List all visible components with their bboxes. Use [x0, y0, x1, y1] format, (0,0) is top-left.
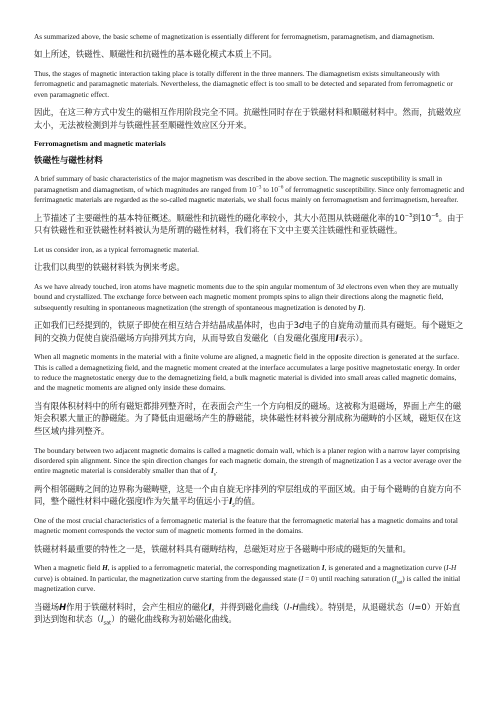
- paragraph-en-1: As summarized above, the basic scheme of magnetization is essentially different for ferromagnetism, paramagnetism, and diamagnetism.: [34, 32, 435, 41]
- section-heading-en: Ferromagnetism and magnetic materials: [34, 139, 166, 149]
- paragraph-en-5: As we have already touched, iron atoms have magnetic moments due to the spin angular momentum of 3d electrons even when they are mutually bound and crystallized. The exchange force between each magnetic moment prompts spins to align their directions along the magnetic field, subsequently resulting in spontaneous magnetization (the strength of spontaneous magnetization is denoted by I).: [34, 281, 459, 312]
- section-heading-zh: 铁磁性与磁性材料: [34, 156, 103, 167]
- paragraph-en-2: Thus, the stages of magnetic interaction taking place is totally different in the three manners. The diamagnetism exists simultaneously with ferromagnetic and paramagnetic materials. Nevertheless, the diamagnetic effect is too small to be detected and separated from ferromagnetic or even paramagnetic effect.: [34, 69, 453, 99]
- paragraph-en-8: One of the most crucial characteristics of a ferromagnetic material is the feature that the ferromagnetic material has a magnetic domains and total magnetic moment corresponds the vector sum of magnetic moments formed in the domains.: [34, 516, 458, 536]
- paragraph-zh-4: 让我们以典型的铁磁材料铁为例来考虑。: [34, 262, 185, 273]
- paragraph-en-6: When all magnetic moments in the material with a finite volume are aligned, a magnetic field in the opposite direction is generated at the surface. This is called a demagnetizing field, and the magnetic moment created at the interface accumulates a large positive magnetostatic energy. In order to reduce the magnetostatic energy due to the demagnetizing field, a bulk magnetic material is divided into small areas called magnetic domains, and the magnetic moments are aligned only inside these domains.: [34, 352, 460, 393]
- paragraph-zh-2: 因此，在这三种方式中发生的磁相互作用阶段完全不同。抗磁性同时存在于铁磁材料和顺磁材料中。然而，抗磁效应太小，无法被检测到并与铁磁性甚至顺磁性效应区分开来。: [34, 107, 462, 130]
- paragraph-zh-3: 上节描述了主要磁性的基本特征概述。顺磁性和抗磁性的磁化率较小，其大小范围从铁磁磁化率的$10^{-3}$到$10^{-6}$。由于只有铁磁性和亚铁磁性材料被认为是所谓的磁性材料，我们将在下文中主要关注铁磁性和亚铁磁性。: [34, 212, 464, 236]
- paragraph-zh-6: 当有限体积材料中的所有磁矩都排列整齐时，在表面会产生一个方向相反的磁场。这被称为退磁场，界面上产生的磁矩会积累大量正的静磁能。为了降低由退磁场产生的静磁能，块体磁性材料被分割成称为磁畴的小区域，磁矩仅在这些区域内排列整齐。: [34, 400, 462, 437]
- paragraph-zh-1: 如上所述，铁磁性、顺磁性和抗磁性的基本磁化模式本质上不同。: [34, 49, 277, 60]
- paragraph-zh-8: 铁磁材料最重要的特性之一是，铁磁材料具有磁畴结构，总磁矩对应于各磁畴中形成的磁矩的矢量和。: [34, 543, 411, 554]
- paragraph-zh-5: 正如我们已经提到的，铁原子即使在相互结合并结晶成晶体时，也由于3d电子的自旋角动量而具有磁矩。每个磁矩之间的交换力促使自旋沿磁场方向排列其方向，从而导致自发磁化（自发磁化强度用I表示）。: [34, 320, 464, 343]
- paragraph-en-7: The boundary between two adjacent magnetic domains is called a magnetic domain wall, which is a planer region with a narrow layer comprising disordered spin alignment. Since the spin direction changes for each magnetic domain, the strength of magnetization I as a vector average over the entire magnetic material is considerably smaller than that of $I_s$.: [34, 445, 462, 478]
- paragraph-zh-9: 当磁场H作用于铁磁材料时，会产生相应的磁化I，并得到磁化曲线（I-H曲线）。特别是，从退磁状态（I=0）开始直到达到饱和状态$(I_{sat})$的磁化曲线称为初始磁化曲线。: [34, 601, 461, 627]
- paragraph-zh-7: 两个相邻磁畴之间的边界称为磁畴壁，这是一个由自旋无序排列的窄层组成的平面区域。由于每个磁畴的自旋方向不同，整个磁性材料中磁化强度I作为矢量平均值远小于$I_s$的值。: [34, 483, 462, 510]
- paragraph-en-4: Let us consider iron, as a typical ferromagnetic material.: [34, 244, 199, 254]
- paragraph-en-3: A brief summary of basic characteristics of the major magnetism was described in the above section. The magnetic susceptibility is small in paramagnetism and diamagnetism, of which magnitudes are ranged from $10^{-3}$ to $10^{-6}$ of ferromagnetic susceptibility. Since only ferromagnetic and ferrimagnetic materials are regarded as the so-called magnetic materials, we shall focus mainly on ferromagnetism and ferrimagnetism, hereafter.: [34, 174, 465, 205]
- paragraph-en-9: When a magnetic field H, is applied to a ferromagnetic material, the corresponding magnetization I, is generated and a magnetization curve (I-H curve) is obtained. In particular, the magnetization curve starting from the degaussed state (I = 0) until reaching saturation $(I_{sat})$ is called the initial magnetization curve.: [34, 563, 461, 594]
